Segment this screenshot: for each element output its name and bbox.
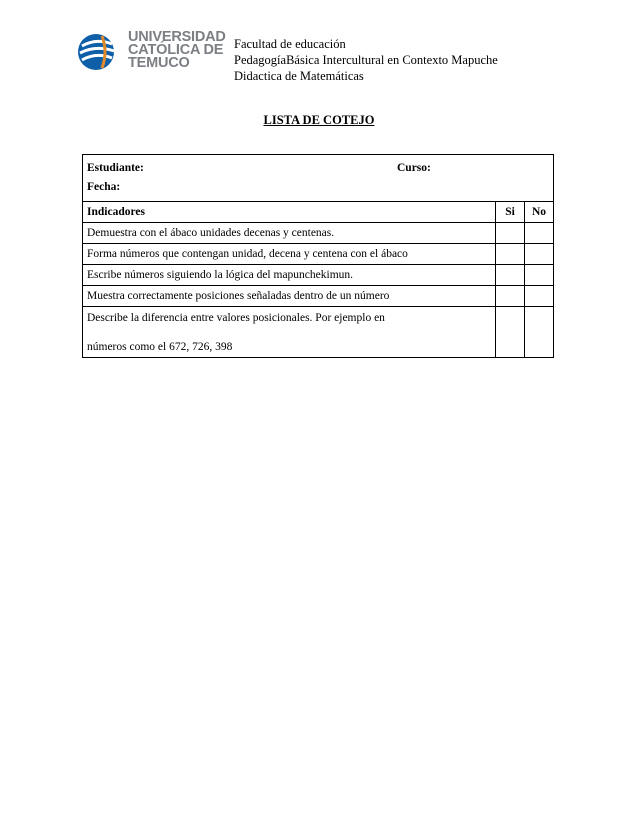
indicator-text: Muestra correctamente posiciones señaladas dentro de un número (83, 286, 496, 307)
table-row (83, 223, 554, 244)
indicator-text-line-2: números como el 672, 726, 398 (87, 341, 233, 353)
faculty-line: Facultad de educación (234, 37, 346, 51)
table-row (83, 286, 554, 307)
si-checkbox-cell[interactable] (496, 223, 525, 244)
table-row (83, 307, 554, 358)
program-line: PedagogíaBásica Intercultural en Contexto Mapuche (234, 53, 498, 67)
si-checkbox-cell[interactable] (496, 244, 525, 265)
indicator-text: Demuestra con el ábaco unidades decenas y centenas. (83, 223, 496, 244)
si-checkbox-cell[interactable] (496, 265, 525, 286)
indicator-text (83, 307, 496, 358)
indicator-text-line-1: Describe la diferencia entre valores posicionales. Por ejemplo en (87, 312, 385, 324)
university-emblem-icon (72, 32, 124, 72)
si-checkbox-cell[interactable] (496, 307, 525, 358)
student-info-row (83, 155, 554, 202)
course-label: Curso: (397, 162, 431, 174)
date-label: Fecha: (87, 181, 121, 193)
page-title: LISTA DE COTEJO (263, 113, 375, 127)
student-label: Estudiante: (87, 162, 144, 174)
subject-line: Didactica de Matemáticas (234, 69, 364, 83)
header-si: Si (496, 202, 525, 223)
logo-line-3: TEMUCO (128, 55, 190, 71)
university-logo (72, 30, 234, 74)
no-checkbox-cell[interactable] (525, 265, 554, 286)
table-row (83, 265, 554, 286)
no-checkbox-cell[interactable] (525, 286, 554, 307)
logo-line-1: UNIVERSIDAD (128, 29, 226, 45)
checklist-table (82, 154, 554, 358)
document-header (234, 36, 498, 84)
table-header-row (83, 202, 554, 223)
no-checkbox-cell[interactable] (525, 244, 554, 265)
table-row (83, 244, 554, 265)
header-no: No (525, 202, 554, 223)
student-info-cell[interactable] (83, 155, 554, 202)
no-checkbox-cell[interactable] (525, 307, 554, 358)
si-checkbox-cell[interactable] (496, 286, 525, 307)
indicator-text: Escribe números siguiendo la lógica del mapunchekimun. (83, 265, 496, 286)
no-checkbox-cell[interactable] (525, 223, 554, 244)
logo-line-2: CATÓLICA DE (128, 42, 224, 58)
header-indicadores: Indicadores (83, 202, 496, 223)
indicator-text: Forma números que contengan unidad, decena y centena con el ábaco (83, 244, 496, 265)
